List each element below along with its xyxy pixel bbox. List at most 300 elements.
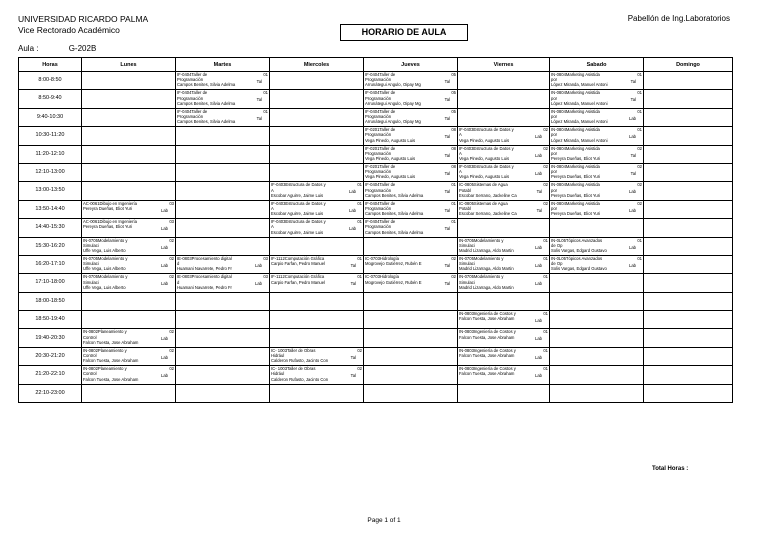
course-line: Vega Pinedo, Augusto Luis (459, 155, 510, 161)
session-type: Tal (444, 281, 450, 287)
schedule-cell (270, 329, 364, 347)
aula-value: G-202B (68, 44, 97, 53)
session-type: Lab (161, 281, 168, 287)
page-title: HORARIO DE AULA (340, 24, 468, 41)
course-line: IF-0403Estructura de Datos y (271, 219, 326, 225)
course-entry (82, 219, 175, 236)
schedule-cell (364, 163, 458, 181)
schedule-cell (550, 347, 644, 365)
course-entry (550, 201, 643, 218)
schedule-cell (82, 255, 176, 273)
course-line: Control (83, 353, 97, 359)
table-row (19, 384, 733, 402)
course-line: Huamani Navarrete, Pedro Fr (177, 266, 232, 272)
session-type: Lab (349, 226, 356, 232)
schedule-cell (270, 145, 364, 163)
course-entry (270, 201, 363, 218)
session-type: Lab (535, 262, 542, 268)
group-number: 02 (543, 163, 548, 169)
session-type: Lab (535, 281, 542, 287)
session-type: Lab (161, 354, 168, 360)
session-type: Lab (629, 189, 636, 195)
course-line: IF-0403Estructura de Datos y (459, 163, 514, 169)
course-entry (270, 348, 363, 365)
schedule-cell (176, 127, 270, 145)
time-slot: 8:50-9:40 (19, 90, 82, 108)
course-line: Arrunátegui Angulo, Oipay Mg (365, 119, 421, 125)
course-line: Escobar Aguirre, Jaime Luis (271, 211, 324, 217)
schedule-cell (364, 329, 458, 347)
course-line: Falcon Tuesta, Jose Abraham (459, 316, 515, 322)
course-line: Pereyra Dueñas, Eliot Yuri (551, 211, 601, 217)
table-row (19, 311, 733, 329)
group-number: 08 (451, 145, 456, 151)
session-type: Lab (535, 336, 542, 342)
course-line: Campos Benites, Silvia Adelma (177, 119, 236, 125)
group-number: 03 (169, 200, 174, 206)
session-type: Tal (350, 354, 356, 360)
schedule-cell (550, 366, 644, 384)
course-line: de Op (551, 242, 563, 248)
group-number: 01 (357, 200, 362, 206)
group-number: 01 (637, 72, 642, 77)
group-number: 05 (451, 72, 456, 77)
course-line: IF-0404Taller de (177, 90, 208, 96)
schedule-cell (364, 90, 458, 108)
schedule-cell (82, 292, 176, 310)
group-number: 01 (543, 237, 548, 243)
course-entry (82, 201, 175, 218)
course-line: IF-0404Taller de (177, 108, 208, 114)
office-name: Vice Rectorado Académico (18, 25, 120, 35)
course-line: IN-0804Marketing Asistida (551, 182, 600, 188)
schedule-cell (176, 219, 270, 237)
schedule-cell (644, 108, 733, 126)
schedule-cell (458, 255, 550, 273)
schedule-cell (270, 108, 364, 126)
schedule-cell (82, 182, 176, 200)
course-line: IN-0804Marketing Asistida (551, 163, 600, 169)
group-number: 08 (451, 163, 456, 169)
course-line: IF-0201Taller de (365, 127, 396, 133)
course-entry (270, 182, 363, 199)
session-type: Lab (161, 373, 168, 379)
course-line: López Miranda, Manuel Antoni (551, 119, 608, 125)
time-slot: 10:30-11:20 (19, 127, 82, 145)
schedule-cell (364, 127, 458, 145)
group-number: 02 (637, 182, 642, 188)
header-row (19, 58, 733, 72)
schedule-cell (644, 200, 733, 218)
schedule-cell (176, 237, 270, 255)
group-number: 01 (543, 274, 548, 280)
course-line: Falcon Tuesta, Jose Abraham (459, 371, 515, 377)
session-type: Tal (350, 262, 356, 268)
group-number: 02 (637, 200, 642, 206)
course-line: Control (83, 334, 97, 340)
course-entry (550, 90, 643, 107)
course-line: IN-0804Marketing Asistida (551, 108, 600, 114)
schedule-cell (82, 163, 176, 181)
schedule-cell (458, 292, 550, 310)
course-line: Programación (365, 95, 392, 101)
course-line: Campos Benites, Silvia Adelma (177, 82, 236, 88)
course-line: IN-0705Modelamiento y (83, 274, 128, 280)
course-entry (364, 90, 457, 107)
time-slot: 20:30-21:20 (19, 347, 82, 365)
course-line: IF-0404Taller de (365, 219, 396, 225)
schedule-cell (550, 145, 644, 163)
session-type: Lab (535, 170, 542, 176)
session-type: Tal (444, 189, 450, 195)
time-slot: 18:50-19:40 (19, 311, 82, 329)
course-line: por (551, 77, 558, 83)
course-line: A (271, 187, 274, 193)
course-line: Programación (365, 77, 392, 83)
course-line: Falcon Tuesta, Jose Abraham (83, 376, 139, 382)
course-line: Potabl (459, 187, 471, 193)
table-row (19, 145, 733, 163)
course-entry (550, 256, 643, 273)
course-line: Programación (365, 169, 392, 175)
schedule-cell (82, 311, 176, 329)
course-line: Falcon Tuesta, Jose Abraham (459, 334, 515, 340)
group-number: 05 (451, 108, 456, 114)
course-entry (458, 146, 549, 163)
schedule-cell (364, 366, 458, 384)
course-line: Campos Benites, Silvia Adelma (177, 100, 236, 106)
table-row (19, 274, 733, 292)
schedule-cell (644, 237, 733, 255)
schedule-cell (458, 347, 550, 365)
course-entry (364, 109, 457, 126)
course-line: IN-0L05Tópicos Avanzados (551, 237, 603, 243)
schedule-cell (176, 329, 270, 347)
schedule-cell (364, 255, 458, 273)
table-row (19, 347, 733, 365)
course-line: A (459, 169, 462, 175)
group-number: 02 (169, 255, 174, 261)
course-line: Programación (365, 150, 392, 156)
university-name: UNIVERSIDAD RICARDO PALMA (18, 14, 149, 24)
course-line: Simulaci (459, 261, 475, 267)
course-line: IC-0805Sistemas de Agua (459, 182, 508, 188)
course-line: Pereyra Dueñas, Eliot Yuri (551, 174, 601, 180)
course-line: Vega Pinedo, Augusto Luis (459, 137, 510, 143)
session-type: Lab (629, 115, 636, 121)
session-type: Lab (535, 244, 542, 250)
schedule-cell (364, 182, 458, 200)
schedule-cell (458, 274, 550, 292)
schedule-cell (270, 90, 364, 108)
column-header: Domingo (644, 58, 733, 72)
building-name: Pabellón de Ing.Laboratorios (627, 14, 730, 23)
session-type: Lab (349, 207, 356, 213)
schedule-cell (176, 347, 270, 365)
session-type: Tal (444, 134, 450, 140)
session-type: Lab (629, 244, 636, 250)
session-type: Tal (536, 207, 542, 213)
course-entry (176, 109, 269, 126)
schedule-cell (550, 72, 644, 90)
course-line: Campos Benites, Silvia Adelma (365, 211, 424, 217)
course-entry (364, 127, 457, 144)
course-line: IF-0403Estructura de Datos y (459, 127, 514, 133)
schedule-cell (644, 145, 733, 163)
schedule-cell (270, 200, 364, 218)
schedule-cell (364, 72, 458, 90)
course-line: López Miranda, Manuel Antoni (551, 137, 608, 143)
session-type: Lab (535, 134, 542, 140)
course-line: Escobar Serrano, Jackeline Ca (459, 211, 517, 217)
schedule-cell (270, 255, 364, 273)
course-line: Vega Pinedo, Augusto Luis (365, 137, 416, 143)
column-header: Jueves (364, 58, 458, 72)
course-line: IN-0705Modelamiento y (459, 237, 504, 243)
course-line: Potabl (459, 205, 471, 211)
schedule-cell (458, 311, 550, 329)
group-number: 03 (169, 219, 174, 225)
schedule-cell (458, 200, 550, 218)
course-entry (458, 274, 549, 291)
course-line: IF-0404Taller de (365, 182, 396, 188)
course-line: IN-0803Ingeniería de Costos y (459, 366, 516, 372)
course-line: IN-0802Planeamiento y (83, 329, 127, 335)
session-type: Lab (161, 226, 168, 232)
course-line: por (551, 95, 558, 101)
group-number: 01 (543, 311, 548, 317)
schedule-cell (644, 347, 733, 365)
schedule-cell (644, 163, 733, 181)
schedule-cell (176, 292, 270, 310)
schedule-cell (82, 219, 176, 237)
course-line: Carpio Farfan, Pedro Manuel (271, 279, 325, 285)
group-number: 01 (263, 72, 268, 77)
time-slot: 21:20-22:10 (19, 366, 82, 384)
time-slot: 11:20-12:10 (19, 145, 82, 163)
course-line: AC-0061Dibujo en Ingeniería (83, 200, 138, 206)
group-number: 01 (357, 219, 362, 225)
course-line: Falcon Tuesta, Jose Abraham (83, 358, 139, 364)
group-number: 01 (637, 127, 642, 133)
group-number: 02 (543, 182, 548, 188)
course-line: IF-0403Estructura de Datos y (271, 200, 326, 206)
course-entry (458, 366, 549, 383)
course-line: López Miranda, Manuel Antoni (551, 82, 608, 88)
course-entry (458, 201, 549, 218)
course-entry (176, 90, 269, 107)
group-number: 01 (637, 255, 642, 261)
course-entry (176, 256, 269, 273)
course-line: Hidrául (271, 353, 285, 359)
group-number: 01 (357, 255, 362, 261)
schedule-cell (644, 366, 733, 384)
schedule-cell (176, 200, 270, 218)
course-line: Simulaci (459, 279, 475, 285)
session-type: Lab (535, 373, 542, 379)
course-entry (364, 146, 457, 163)
course-entry (270, 366, 363, 383)
schedule-cell (458, 219, 550, 237)
course-entry (458, 127, 549, 144)
course-entry (550, 182, 643, 199)
schedule-cell (82, 200, 176, 218)
course-line: Madrid Lizarraga, Aldo Martin (459, 284, 514, 290)
course-line: IE-0803Procesamiento digital (177, 274, 232, 280)
course-line: Hidrául (271, 371, 285, 377)
group-number: 03 (263, 255, 268, 261)
session-type: Tal (444, 152, 450, 158)
group-number: 03 (263, 274, 268, 280)
table-row (19, 127, 733, 145)
time-slot: 9:40-10:30 (19, 108, 82, 126)
schedule-cell (82, 237, 176, 255)
course-line: IN-0802Planeamiento y (83, 347, 127, 353)
course-entry (458, 182, 549, 199)
schedule-cell (176, 145, 270, 163)
course-line: Arrunátegui Angulo, Oipay Mg (365, 82, 421, 88)
course-entry (82, 238, 175, 255)
schedule-cell (270, 366, 364, 384)
course-line: Pereyra Dueñas, Eliot Yuri (83, 205, 133, 211)
schedule-cell (458, 329, 550, 347)
time-slot: 16:20-17:10 (19, 255, 82, 273)
schedule-cell (644, 329, 733, 347)
group-number: 01 (543, 255, 548, 261)
group-number: 02 (169, 366, 174, 372)
schedule-cell (644, 90, 733, 108)
course-entry (550, 146, 643, 163)
course-line: Carpio Farfan, Pedro Manuel (271, 261, 325, 267)
schedule-cell (82, 127, 176, 145)
schedule-cell (364, 311, 458, 329)
schedule-cell (550, 255, 644, 273)
course-line: Solis Vargas, Edgard Gustavo (551, 247, 607, 253)
group-number: 01 (357, 182, 362, 188)
schedule-cell (364, 219, 458, 237)
course-entry (458, 311, 549, 328)
group-number: 02 (637, 163, 642, 169)
time-slot: 18:00-18:50 (19, 292, 82, 310)
schedule-cell (270, 127, 364, 145)
course-line: IF-0201Taller de (365, 145, 396, 151)
course-line: Calderon Rufasto, Jacinto Con (271, 376, 329, 382)
time-slot: 13:00-13:50 (19, 182, 82, 200)
aula-label: Aula : (18, 44, 39, 53)
schedule-cell (364, 347, 458, 365)
course-line: Control (83, 371, 97, 377)
schedule-cell (550, 292, 644, 310)
schedule-cell (550, 182, 644, 200)
time-slot: 19:40-20:30 (19, 329, 82, 347)
course-entry (176, 72, 269, 89)
course-entry (550, 109, 643, 126)
course-line: IF-0404Taller de (365, 72, 396, 77)
session-type: Tal (444, 79, 450, 84)
course-entry (458, 348, 549, 365)
group-number: 05 (451, 90, 456, 96)
course-line: por (551, 132, 558, 138)
session-type: Tal (536, 189, 542, 195)
total-hours-label: Total Horas : (652, 466, 689, 472)
schedule-cell (176, 90, 270, 108)
schedule-cell (176, 255, 270, 273)
course-entry (82, 274, 175, 291)
course-line: Simulaci (83, 242, 99, 248)
course-line: Calderon Rufasto, Jacinto Con (271, 358, 329, 364)
course-line: Mogrovejo Gutiérrez, Rubén E (365, 261, 422, 267)
course-entry (364, 256, 457, 273)
group-number: 01 (543, 366, 548, 372)
course-entry (270, 256, 363, 273)
schedule-cell (270, 292, 364, 310)
schedule-cell (82, 145, 176, 163)
session-type: Tal (630, 152, 636, 158)
group-number: 01 (637, 90, 642, 96)
course-line: IN-0804Marketing Asistida (551, 72, 600, 77)
session-type: Lab (255, 262, 262, 268)
session-type: Tal (350, 373, 356, 379)
course-line: Simulaci (459, 242, 475, 248)
course-line: IN-0L05Tópicos Avanzados (551, 255, 603, 261)
session-type: Lab (161, 336, 168, 342)
schedule-cell (550, 219, 644, 237)
schedule-cell (364, 384, 458, 402)
course-entry (270, 219, 363, 236)
time-slot: 14:40-15:30 (19, 219, 82, 237)
schedule-cell (644, 127, 733, 145)
group-number: 02 (543, 200, 548, 206)
schedule-cell (270, 311, 364, 329)
schedule-cell (644, 384, 733, 402)
schedule-cell (364, 145, 458, 163)
group-number: 01 (543, 329, 548, 335)
course-line: Escobar Serrano, Jackeline Ca (459, 192, 517, 198)
schedule-cell (550, 108, 644, 126)
session-type: Tal (630, 170, 636, 176)
course-line: AC-0061Dibujo en Ingeniería (83, 219, 138, 225)
schedule-cell (644, 255, 733, 273)
session-type: Tal (444, 97, 450, 103)
session-type: Tal (256, 79, 262, 84)
course-entry (550, 127, 643, 144)
course-line: Vega Pinedo, Augusto Luis (459, 174, 510, 180)
group-number: 02 (357, 366, 362, 372)
course-entry (270, 274, 363, 291)
course-line: IC-0805Sistemas de Agua (459, 200, 508, 206)
schedule-cell (458, 366, 550, 384)
schedule-cell (270, 163, 364, 181)
schedule-cell (82, 72, 176, 90)
schedule-cell (364, 108, 458, 126)
course-line: IC- 1003Taller de Obras (271, 366, 316, 372)
schedule-cell (270, 219, 364, 237)
course-line: Programación (365, 187, 392, 193)
course-line: IN-0803Ingeniería de Costos y (459, 311, 516, 317)
schedule-cell (458, 182, 550, 200)
course-line: Campos Benites, Silvia Adelma (365, 229, 424, 235)
course-line: Programación (177, 77, 204, 83)
group-number: 08 (451, 127, 456, 133)
session-type: Tal (256, 115, 262, 121)
group-number: 01 (357, 274, 362, 280)
course-line: Programación (365, 132, 392, 138)
column-header: Miercoles (270, 58, 364, 72)
schedule-cell (458, 108, 550, 126)
table-row (19, 255, 733, 273)
page-number: Page 1 of 1 (367, 517, 401, 524)
course-line: IN-0802Planeamiento y (83, 366, 127, 372)
